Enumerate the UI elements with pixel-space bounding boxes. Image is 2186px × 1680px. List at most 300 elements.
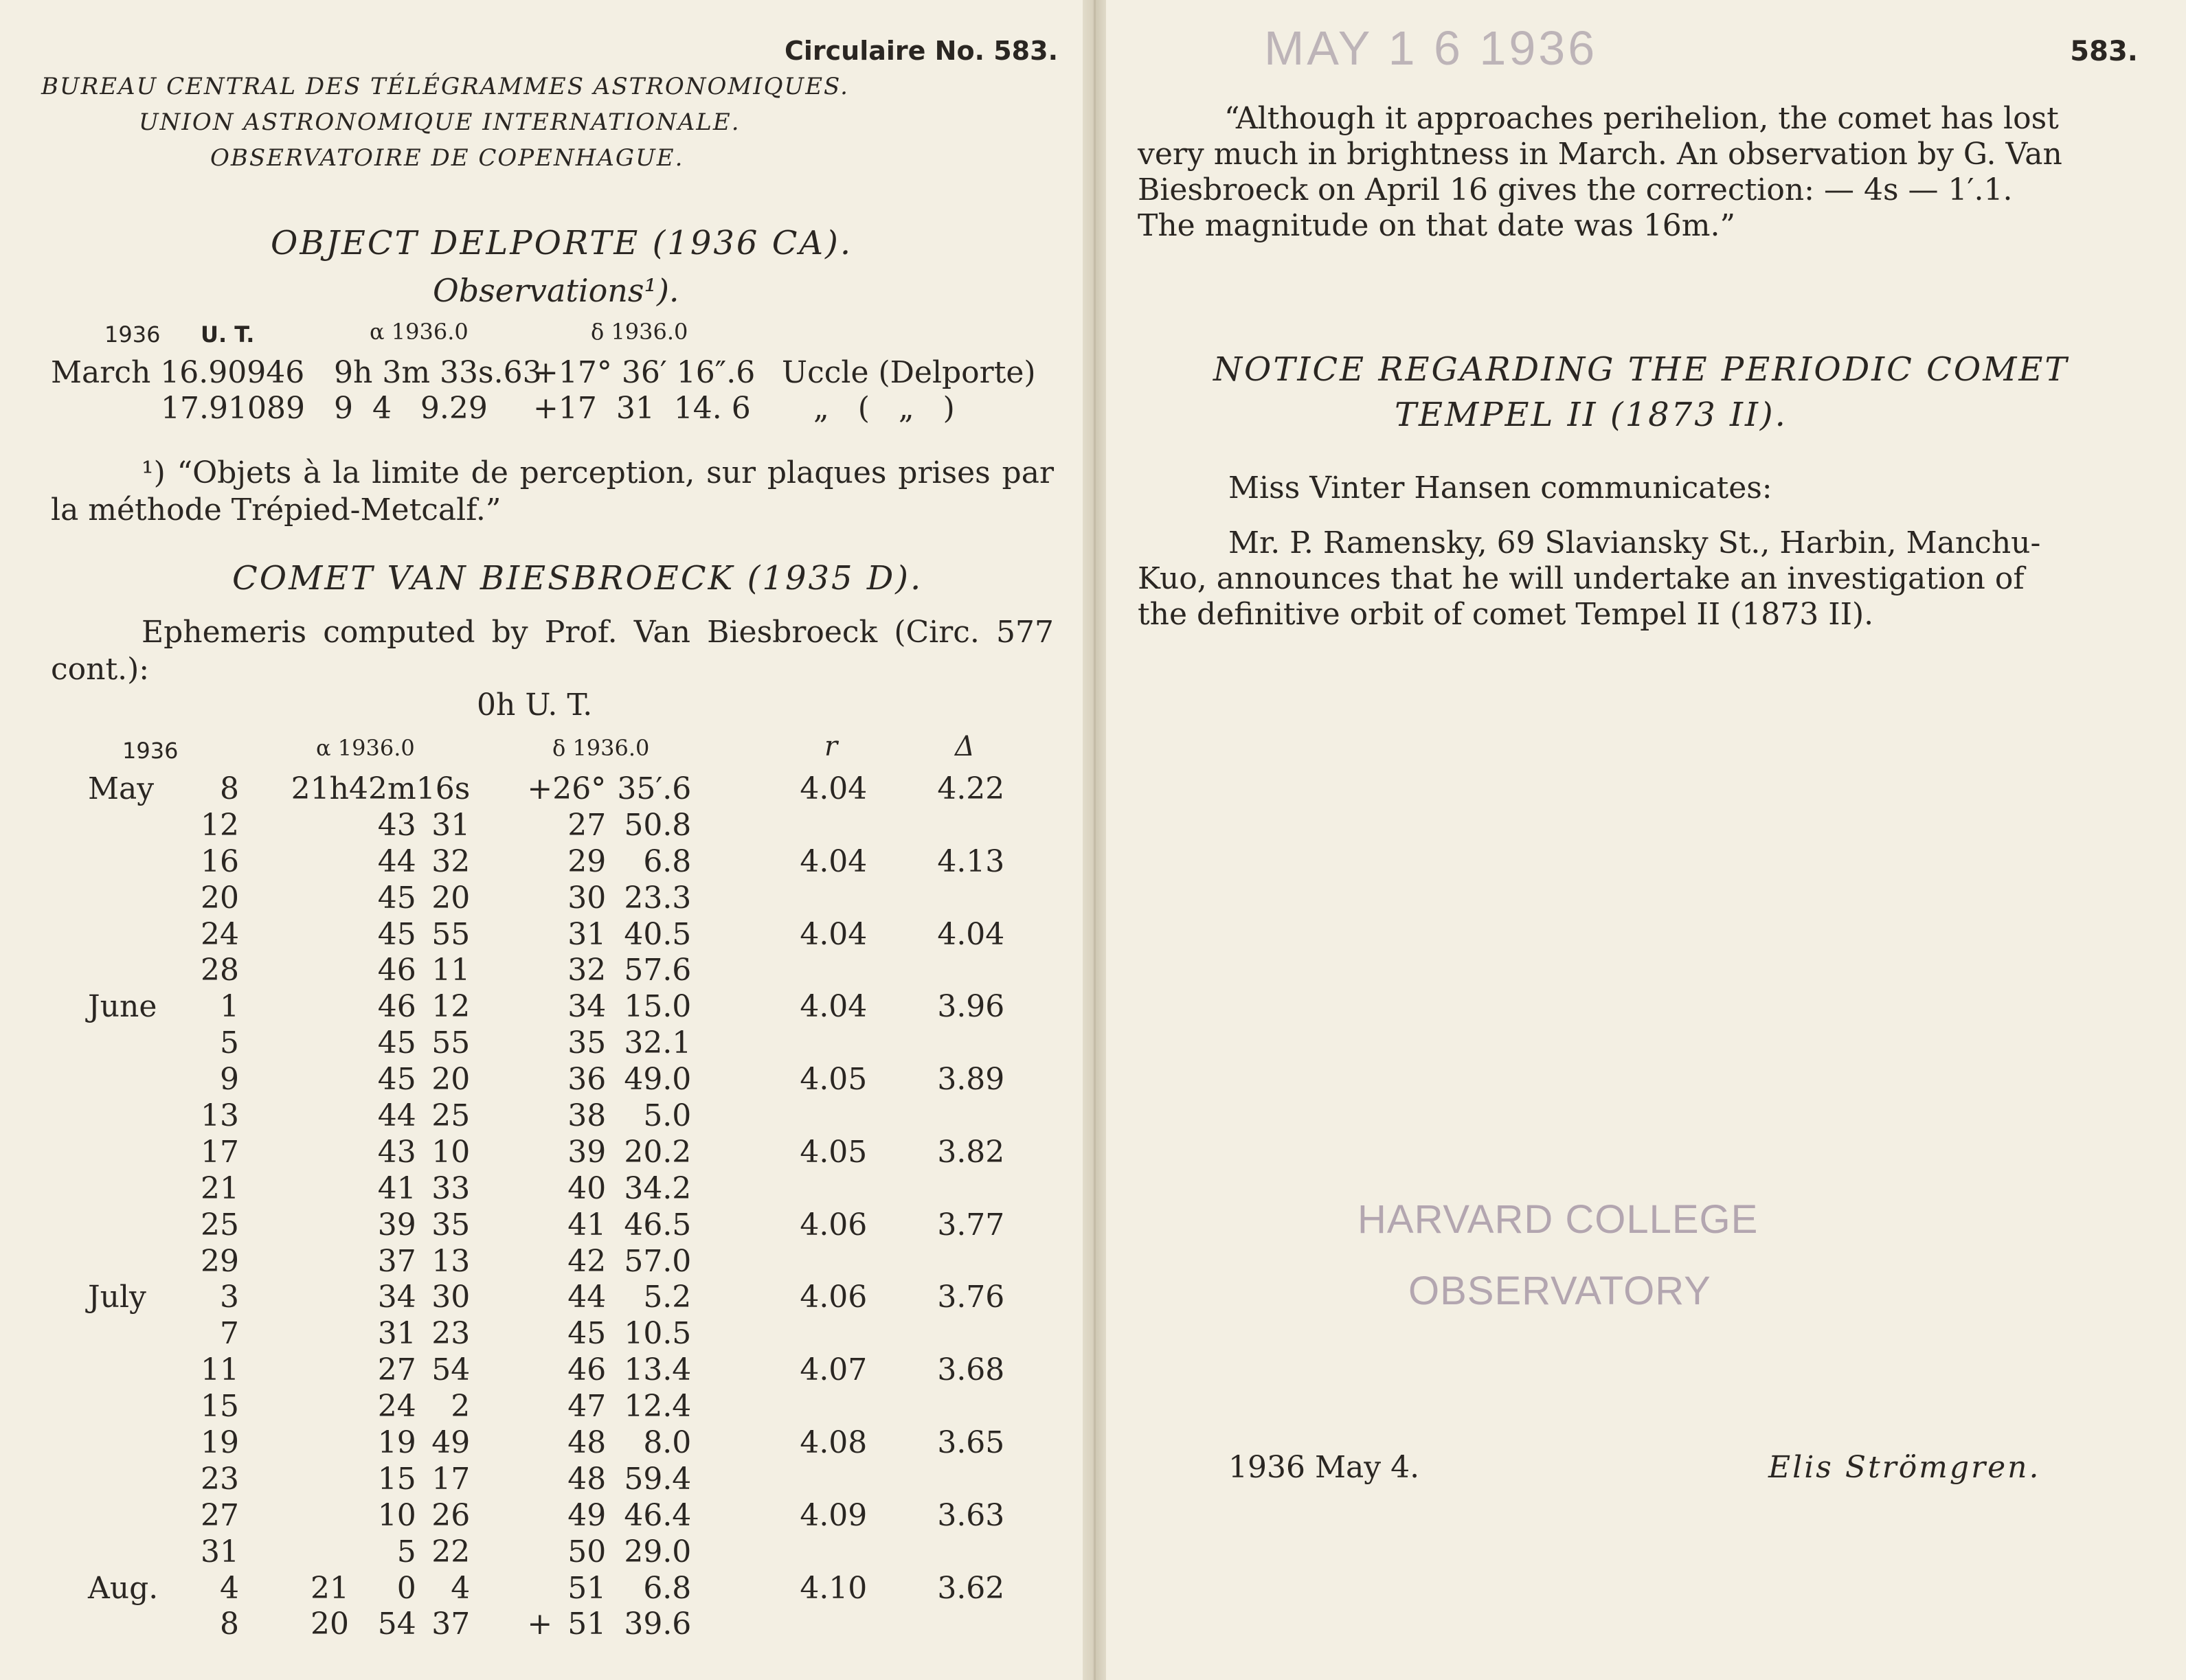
ephemeris-dec-sign (470, 1388, 552, 1424)
ephemeris-r-value (691, 1098, 867, 1134)
communicates-line: Miss Vinter Hansen communicates: (1228, 470, 1772, 506)
ephemeris-month: Aug. (88, 1570, 159, 1606)
ephemeris-row (88, 1134, 1004, 1170)
gutter-fold-line (1094, 0, 1096, 1680)
quote-line-2: very much in brightness in March. An observation by G. Van (1138, 137, 2062, 172)
ephemeris-r-value (691, 1170, 867, 1207)
delporte-row-1-dec: +17° 36′ 16″.6 (533, 355, 756, 390)
ephemeris-ra-seconds: 33 (431, 1170, 471, 1206)
ephemeris-row (88, 988, 1004, 1025)
ephemeris-day: 4 (220, 1570, 239, 1606)
ephemeris-dec-minutes: 46.5 (624, 1207, 692, 1242)
ephemeris-ra-seconds: 2 (451, 1389, 471, 1424)
ephemeris-month (88, 1461, 184, 1497)
delporte-col-year: 1936 (104, 321, 161, 348)
ephemeris-dec-minutes: 40.5 (624, 916, 692, 952)
ephemeris-dec-sign (470, 1461, 552, 1497)
ephemeris-ra-seconds: 10 (431, 1134, 471, 1170)
ephemeris-r-value (691, 880, 867, 916)
ephemeris-delta-value (867, 1170, 1004, 1207)
ephemeris-ra-minutes: 45 (377, 1062, 416, 1098)
ephemeris-row (88, 1243, 1004, 1280)
ephemeris-ra-hours (239, 1424, 349, 1461)
ephemeris-ra-hours (239, 1170, 349, 1207)
ephemeris-r-value (691, 952, 867, 988)
ephemeris-row (88, 771, 1004, 807)
ephemeris-ra-minutes: 42m (349, 771, 416, 806)
delporte-row-1-observer: Uccle (Delporte) (782, 355, 1036, 390)
ephemeris-dec-minutes: 59.4 (624, 1461, 692, 1497)
ephemeris-ra-hours (239, 988, 349, 1025)
ephemeris-ra-minutes: 43 (377, 1134, 416, 1170)
ephemeris-r-value (691, 807, 867, 843)
ephemeris-r-value: 4.05 (800, 1134, 868, 1170)
ephemeris-month: July (88, 1280, 146, 1315)
ephemeris-ra-seconds: 30 (431, 1280, 471, 1315)
delporte-row-2-observer: „ ( „ ) (813, 391, 955, 426)
ephemeris-month (88, 1606, 184, 1642)
ephemeris-delta-value: 3.82 (937, 1134, 1005, 1170)
ephemeris-day: 19 (201, 1424, 239, 1460)
biesbroeck-col-Delta: Δ (955, 731, 975, 762)
ephemeris-dec-degrees: 39 (567, 1134, 607, 1170)
ephemeris-dec-minutes: 15.0 (624, 989, 692, 1025)
ephemeris-r-value: 4.04 (800, 843, 868, 879)
ephemeris-dec-degrees: 36 (567, 1062, 607, 1098)
ephemeris-dec-minutes: 29.0 (624, 1534, 692, 1569)
ephemeris-row (88, 880, 1004, 916)
ephemeris-day: 15 (201, 1389, 239, 1424)
ephemeris-ra-hours (239, 1243, 349, 1280)
ephemeris-dec-degrees: 51 (567, 1607, 607, 1642)
ephemeris-month (88, 807, 184, 843)
ephemeris-ra-minutes: 54 (377, 1607, 416, 1642)
ephemeris-ra-seconds: 35 (431, 1207, 471, 1242)
ephemeris-ra-hours (239, 1207, 349, 1243)
ephemeris-month (88, 916, 184, 953)
ephemeris-dec-degrees: 50 (567, 1534, 607, 1569)
ephemeris-ra-seconds: 20 (431, 880, 471, 916)
ephemeris-ra-minutes: 15 (377, 1461, 416, 1497)
ephemeris-day: 7 (220, 1316, 239, 1352)
ephemeris-ra-seconds: 16s (416, 771, 471, 806)
ephemeris-dec-degrees: 41 (567, 1207, 607, 1242)
ephemeris-row (88, 1570, 1004, 1607)
ephemeris-delta-value (867, 880, 1004, 916)
ramensky-line-3: the definitive orbit of comet Tempel II (1873 II). (1138, 597, 1874, 632)
right-page (1106, 0, 2186, 1680)
ephemeris-ra-minutes: 46 (377, 989, 416, 1025)
ephemeris-dec-minutes: 5.0 (643, 1098, 692, 1133)
ephemeris-ra-hours (239, 952, 349, 988)
delporte-row-2-ra: 9 4 9.29 (334, 391, 488, 426)
ephemeris-ra-seconds: 54 (431, 1352, 471, 1388)
ephemeris-r-value (691, 1461, 867, 1497)
ephemeris-ra-hours (239, 1279, 349, 1315)
ephemeris-dec-sign (470, 1061, 552, 1098)
ephemeris-day: 24 (201, 916, 239, 952)
ephemeris-month (88, 880, 184, 916)
ephemeris-row (88, 1461, 1004, 1497)
ephemeris-r-value: 4.09 (800, 1497, 868, 1533)
ephemeris-day: 1 (220, 989, 239, 1025)
ephemeris-r-value: 4.06 (800, 1280, 868, 1315)
ephemeris-ra-minutes: 27 (377, 1352, 416, 1388)
delporte-row-2-dec: +17 31 14. 6 (533, 391, 751, 426)
harvard-stamp-line-1: HARVARD COLLEGE (1357, 1197, 1759, 1242)
ephemeris-dec-sign: + (527, 1607, 553, 1642)
ephemeris-day: 11 (201, 1352, 239, 1388)
ephemeris-delta-value: 3.76 (937, 1280, 1005, 1315)
biesbroeck-col-r: r (824, 731, 838, 762)
ephemeris-row (88, 1388, 1004, 1424)
ephemeris-dec-degrees: 48 (567, 1424, 607, 1460)
ephemeris-day: 28 (201, 953, 239, 988)
ephemeris-dec-minutes: 35′.6 (617, 771, 692, 806)
biesbroeck-title: COMET VAN BIESBROECK (1935 D). (232, 559, 923, 598)
ephemeris-dec-sign: + (527, 771, 553, 806)
delporte-row-1-ra: 9h 3m 33s.63 (334, 355, 542, 390)
ephemeris-ra-seconds: 26 (431, 1497, 471, 1533)
ephemeris-dec-sign (470, 843, 552, 880)
ephemeris-dec-minutes: 8.0 (643, 1424, 692, 1460)
ephemeris-dec-degrees: 32 (567, 953, 607, 988)
ephemeris-r-value: 4.10 (800, 1570, 868, 1606)
ephemeris-dec-degrees: 48 (567, 1461, 607, 1497)
ephemeris-row (88, 1352, 1004, 1388)
ephemeris-dec-sign (470, 1570, 552, 1607)
ephemeris-row (88, 807, 1004, 843)
ephemeris-delta-value: 3.96 (937, 989, 1005, 1025)
ephemeris-delta-value: 4.04 (937, 916, 1005, 952)
ephemeris-r-value (691, 1025, 867, 1061)
ramensky-line-1: Mr. P. Ramensky, 69 Slaviansky St., Harbin, Manchu- (1228, 525, 2041, 560)
delporte-col-ut: U. T. (201, 321, 255, 348)
ephemeris-dec-minutes: 39.6 (624, 1607, 692, 1642)
delporte-title: OBJECT DELPORTE (1936 CA). (271, 224, 853, 262)
ephemeris-ra-hours (239, 1534, 349, 1570)
ephemeris-dec-minutes: 34.2 (624, 1170, 692, 1206)
ephemeris-dec-minutes: 23.3 (624, 880, 692, 916)
ephemeris-ra-seconds: 49 (431, 1424, 471, 1460)
ephemeris-dec-sign (470, 988, 552, 1025)
ephemeris-dec-minutes: 20.2 (624, 1134, 692, 1170)
ephemeris-day: 21 (201, 1170, 239, 1206)
ephemeris-r-value (691, 1534, 867, 1570)
notice-title-line-2: TEMPEL II (1873 II). (1395, 396, 1788, 434)
ephemeris-month (88, 1170, 184, 1207)
ephemeris-ra-hours (239, 1134, 349, 1170)
ephemeris-row (88, 1534, 1004, 1570)
ephemeris-ra-seconds: 55 (431, 916, 471, 952)
ephemeris-month (88, 1098, 184, 1134)
ephemeris-ra-seconds: 13 (431, 1243, 471, 1279)
ephemeris-dec-sign (470, 916, 552, 953)
bureau-line-3: OBSERVATOIRE DE COPENHAGUE. (210, 144, 684, 172)
ephemeris-dec-minutes: 6.8 (643, 843, 692, 879)
ephemeris-delta-value: 3.62 (937, 1570, 1005, 1606)
ephemeris-dec-degrees: 31 (567, 916, 607, 952)
ephemeris-ra-minutes: 46 (377, 953, 416, 988)
ephemeris-ra-minutes: 0 (396, 1570, 416, 1606)
ephemeris-ra-hours (239, 1098, 349, 1134)
ephemeris-month (88, 1534, 184, 1570)
ephemeris-row (88, 1098, 1004, 1134)
ephemeris-day: 9 (220, 1062, 239, 1098)
ephemeris-dec-degrees: 27 (567, 807, 607, 843)
delporte-col-alpha: α 1936.0 (370, 319, 469, 345)
ephemeris-dec-degrees: 49 (567, 1497, 607, 1533)
ephemeris-ra-seconds: 22 (431, 1534, 471, 1569)
ephemeris-ra-minutes: 24 (377, 1389, 416, 1424)
ephemeris-dec-sign (470, 1534, 552, 1570)
ephemeris-row (88, 1424, 1004, 1461)
ephemeris-delta-value (867, 1243, 1004, 1280)
ephemeris-dec-degrees: 45 (567, 1316, 607, 1352)
ephemeris-ra-minutes: 39 (377, 1207, 416, 1242)
ephemeris-delta-value (867, 1461, 1004, 1497)
ephemeris-delta-value (867, 1098, 1004, 1134)
ephemeris-row (88, 1207, 1004, 1243)
ephemeris-delta-value: 3.77 (937, 1207, 1005, 1242)
ephemeris-r-value (691, 1315, 867, 1352)
ephemeris-dec-sign (470, 1424, 552, 1461)
ephemeris-dec-sign (470, 1025, 552, 1061)
ephemeris-ra-minutes: 41 (377, 1170, 416, 1206)
bureau-line-2: UNION ASTRONOMIQUE INTERNATIONALE. (139, 109, 741, 136)
ephemeris-delta-value (867, 1534, 1004, 1570)
ephemeris-ra-minutes: 45 (377, 1025, 416, 1061)
ephemeris-ra-seconds: 37 (431, 1607, 471, 1642)
ephemeris-month (88, 1497, 184, 1534)
left-page (0, 0, 1083, 1680)
ephemeris-dec-degrees: 40 (567, 1170, 607, 1206)
ephemeris-dec-minutes: 32.1 (624, 1025, 692, 1061)
ephemeris-row (88, 1170, 1004, 1207)
notice-title-line-1: NOTICE REGARDING THE PERIODIC COMET (1213, 350, 2069, 389)
ephemeris-dec-minutes: 13.4 (624, 1352, 692, 1388)
ephemeris-dec-sign (470, 1352, 552, 1388)
ephemeris-row (88, 952, 1004, 988)
ephemeris-ra-hours (239, 843, 349, 880)
ephemeris-dec-minutes: 49.0 (624, 1062, 692, 1098)
ephemeris-delta-value: 3.68 (937, 1352, 1005, 1388)
ephemeris-ra-hours (239, 1352, 349, 1388)
ephemeris-dec-degrees: 38 (567, 1098, 607, 1133)
ephemeris-dec-minutes: 50.8 (624, 807, 692, 843)
ephemeris-r-value: 4.04 (800, 989, 868, 1025)
ephemeris-day: 23 (201, 1461, 239, 1497)
ephemeris-ra-minutes: 31 (377, 1316, 416, 1352)
ephemeris-delta-value (867, 952, 1004, 988)
page-number: 583. (2070, 36, 2138, 67)
ephemeris-dec-sign (470, 1170, 552, 1207)
ephemeris-row (88, 916, 1004, 953)
ephemeris-dec-degrees: 44 (567, 1280, 607, 1315)
ephemeris-day: 20 (201, 880, 239, 916)
ephemeris-delta-value: 3.63 (937, 1497, 1005, 1533)
ephemeris-dec-sign (470, 880, 552, 916)
ephemeris-day: 12 (201, 807, 239, 843)
ephemeris-ra-seconds: 55 (431, 1025, 471, 1061)
ephemeris-day: 13 (201, 1098, 239, 1133)
ephemeris-ra-seconds: 23 (431, 1316, 471, 1352)
quote-line-4: The magnitude on that date was 16m.” (1138, 208, 1735, 243)
ephemeris-r-value: 4.08 (800, 1424, 868, 1460)
ephemeris-dec-degrees: 26° (552, 771, 607, 806)
ramensky-line-2: Kuo, announces that he will undertake an investigation of (1138, 561, 2025, 596)
ephemeris-ra-seconds: 25 (431, 1098, 471, 1133)
ephemeris-dec-sign (470, 1243, 552, 1280)
ephemeris-ra-hours (239, 1388, 349, 1424)
ephemeris-r-value (691, 1243, 867, 1280)
ephemeris-row (88, 1497, 1004, 1534)
ephemeris-delta-value (867, 807, 1004, 843)
ephemeris-ra-minutes: 44 (377, 843, 416, 879)
ephemeris-dec-minutes: 57.0 (624, 1243, 692, 1279)
ephemeris-ra-hours (239, 916, 349, 953)
ephemeris-r-value (691, 1388, 867, 1424)
ephemeris-ra-minutes: 34 (377, 1280, 416, 1315)
ephemeris-month (88, 952, 184, 988)
ephemeris-month (88, 843, 184, 880)
ephemeris-r-value: 4.07 (800, 1352, 868, 1388)
ephemeris-month (88, 1061, 184, 1098)
quote-line-1: “Although it approaches perihelion, the comet has lost (1224, 101, 2059, 136)
ephemeris-row (88, 1315, 1004, 1352)
ephemeris-dec-sign (470, 1098, 552, 1134)
ephemeris-month (88, 1243, 184, 1280)
ephemeris-dec-sign (470, 1497, 552, 1534)
ephemeris-table (88, 771, 1004, 1642)
ephemeris-dec-minutes: 57.6 (624, 953, 692, 988)
ephemeris-dec-degrees: 30 (567, 880, 607, 916)
ephemeris-row (88, 1279, 1004, 1315)
ephemeris-row (88, 1606, 1004, 1642)
ephemeris-ra-seconds: 12 (431, 989, 471, 1025)
ephemeris-ra-minutes: 37 (377, 1243, 416, 1279)
ephemeris-dec-degrees: 51 (567, 1570, 607, 1606)
ephemeris-month (88, 1424, 184, 1461)
ephemeris-ra-minutes: 45 (377, 880, 416, 916)
ephemeris-delta-value (867, 1315, 1004, 1352)
ephemeris-dec-minutes: 12.4 (624, 1389, 692, 1424)
ephemeris-ra-seconds: 20 (431, 1062, 471, 1098)
ephemeris-ra-seconds: 4 (451, 1570, 471, 1606)
ephemeris-ra-hours: 21 (311, 1570, 349, 1606)
biesbroeck-intro: Ephemeris computed by Prof. Van Biesbroeck (Circ. 577 cont.): (51, 615, 1054, 687)
ephemeris-day: 16 (201, 843, 239, 879)
ephemeris-month: May (88, 771, 155, 806)
ephemeris-dec-sign (470, 1134, 552, 1170)
ephemeris-ra-minutes: 10 (377, 1497, 416, 1533)
ephemeris-ra-minutes: 19 (377, 1424, 416, 1460)
issue-date: 1936 May 4. (1228, 1450, 1420, 1485)
ephemeris-ra-minutes: 5 (396, 1534, 416, 1569)
ephemeris-month (88, 1025, 184, 1061)
ephemeris-month (88, 1388, 184, 1424)
circular-number: Circulaire No. 583. (785, 36, 1058, 66)
ephemeris-day: 29 (201, 1243, 239, 1279)
ephemeris-day: 27 (201, 1497, 239, 1533)
quote-line-3: Biesbroeck on April 16 gives the correction: — 4s — 1′.1. (1138, 172, 2013, 207)
ephemeris-dec-minutes: 46.4 (624, 1497, 692, 1533)
ephemeris-delta-value (867, 1606, 1004, 1642)
delporte-observations-heading: Observations¹). (433, 272, 679, 309)
ephemeris-dec-degrees: 29 (567, 843, 607, 879)
ephemeris-day: 5 (220, 1025, 239, 1061)
ephemeris-dec-degrees: 47 (567, 1389, 607, 1424)
biesbroeck-ut-heading: 0h U. T. (477, 688, 593, 723)
ephemeris-r-value: 4.05 (800, 1062, 868, 1098)
ephemeris-dec-sign (470, 1279, 552, 1315)
ephemeris-delta-value: 3.65 (937, 1424, 1005, 1460)
ephemeris-ra-seconds: 31 (431, 807, 471, 843)
signature: Elis Strömgren. (1768, 1450, 2041, 1485)
delporte-col-delta: δ 1936.0 (591, 319, 688, 345)
ephemeris-month (88, 1207, 184, 1243)
ephemeris-day: 8 (220, 1607, 239, 1642)
ephemeris-day: 3 (220, 1280, 239, 1315)
ephemeris-delta-value (867, 1388, 1004, 1424)
delporte-row-2-date: 17.91089 (161, 391, 305, 426)
ephemeris-ra-minutes: 45 (377, 916, 416, 952)
ephemeris-dec-degrees: 42 (567, 1243, 607, 1279)
ephemeris-dec-minutes: 6.8 (643, 1570, 692, 1606)
ephemeris-ra-minutes: 44 (377, 1098, 416, 1133)
ephemeris-day: 25 (201, 1207, 239, 1242)
ephemeris-dec-sign (470, 1315, 552, 1352)
ephemeris-ra-hours (239, 880, 349, 916)
ephemeris-row (88, 843, 1004, 880)
ephemeris-dec-minutes: 5.2 (643, 1280, 692, 1315)
ephemeris-dec-sign (470, 1207, 552, 1243)
ephemeris-ra-hours: 21h (291, 771, 349, 806)
ephemeris-row (88, 1061, 1004, 1098)
ephemeris-ra-seconds: 11 (431, 953, 471, 988)
ephemeris-day: 8 (220, 771, 239, 806)
ephemeris-ra-hours (239, 1061, 349, 1098)
ephemeris-delta-value: 4.22 (937, 771, 1005, 806)
ephemeris-dec-sign (470, 807, 552, 843)
ephemeris-ra-minutes: 43 (377, 807, 416, 843)
ephemeris-dec-degrees: 46 (567, 1352, 607, 1388)
bureau-line-1: BUREAU CENTRAL DES TÉLÉGRAMMES ASTRONOMIQUES. (41, 73, 849, 100)
ephemeris-body (88, 771, 1004, 1642)
ephemeris-month (88, 1134, 184, 1170)
received-date-stamp: MAY 1 6 1936 (1264, 21, 1598, 75)
ephemeris-ra-hours (239, 1025, 349, 1061)
ephemeris-ra-hours (239, 1497, 349, 1534)
ephemeris-r-value (691, 1606, 867, 1642)
ephemeris-ra-seconds: 32 (431, 843, 471, 879)
ephemeris-month (88, 1352, 184, 1388)
ephemeris-ra-hours (239, 1461, 349, 1497)
ephemeris-month (88, 1315, 184, 1352)
ephemeris-month: June (88, 989, 157, 1025)
ephemeris-dec-minutes: 10.5 (624, 1316, 692, 1352)
ephemeris-r-value: 4.04 (800, 916, 868, 952)
biesbroeck-col-alpha: α 1936.0 (316, 735, 415, 761)
ephemeris-r-value: 4.06 (800, 1207, 868, 1242)
ephemeris-ra-hours (239, 807, 349, 843)
ephemeris-delta-value: 4.13 (937, 843, 1005, 879)
harvard-stamp-line-2: OBSERVATORY (1408, 1269, 1711, 1313)
ephemeris-delta-value: 3.89 (937, 1062, 1005, 1098)
ephemeris-r-value: 4.04 (800, 771, 868, 806)
delporte-footnote: ¹) “Objets à la limite de perception, sur plaques prises par la méthode Trépied-Metcalf.” (51, 455, 1054, 527)
ephemeris-delta-value (867, 1025, 1004, 1061)
